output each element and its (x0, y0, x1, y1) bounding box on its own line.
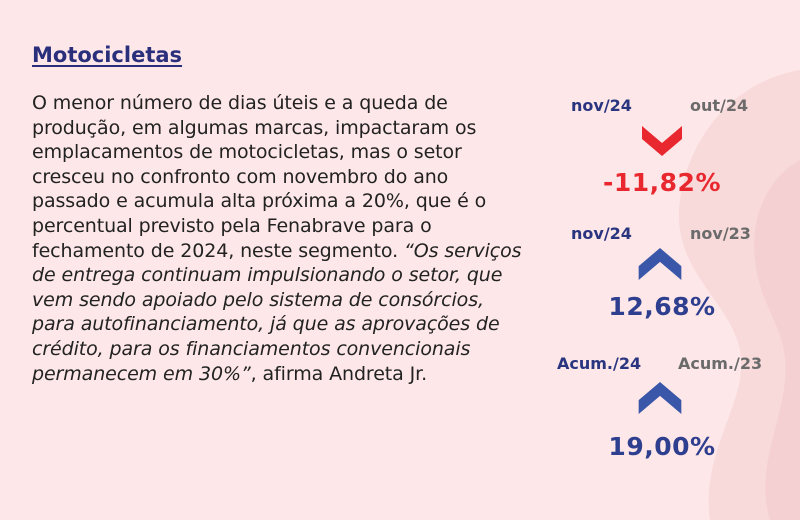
article-paragraph (32, 91, 522, 386)
percentage-value: 19,00% (608, 432, 716, 461)
current-period-label: nov/24 (571, 224, 632, 243)
current-period-label: Acum./24 (557, 354, 642, 373)
paragraph-quote: “Os serviços de entrega continuam impulsionando o setor, que vem sendo apoiado pelo sistema de consórcios, para autofinanciamento, já que as aprovações de crédito, para os financiamentos convencionais permanecem em 30%” (32, 239, 522, 385)
percentage-value: 12,68% (608, 292, 716, 321)
down-arrow-icon (642, 126, 682, 156)
up-arrow-icon (637, 382, 683, 414)
comparison-monthly (545, 96, 785, 216)
up-arrow-icon (637, 248, 683, 280)
previous-period-label: Acum./23 (678, 354, 763, 373)
comparison-yearly (545, 224, 785, 344)
paragraph-text: O menor número de dias úteis e a queda de produção, em algumas marcas, impactaram os emplacamentos de motocicletas, mas o setor cresceu no confronto com novembro do ano passado e acumula alta próxima a 20%, que é o percentual previsto pela Fenabrave para o fechamento de 2024, neste segmento. (32, 92, 487, 262)
paragraph-attribution: , afirma Andreta Jr. (250, 362, 428, 385)
percentage-value: -11,82% (602, 168, 721, 197)
previous-period-label: out/24 (690, 96, 749, 115)
current-period-label: nov/24 (571, 96, 632, 115)
comparison-accumulated (545, 354, 785, 474)
page-title: Motocicletas (32, 43, 183, 67)
previous-period-label: nov/23 (690, 224, 751, 243)
